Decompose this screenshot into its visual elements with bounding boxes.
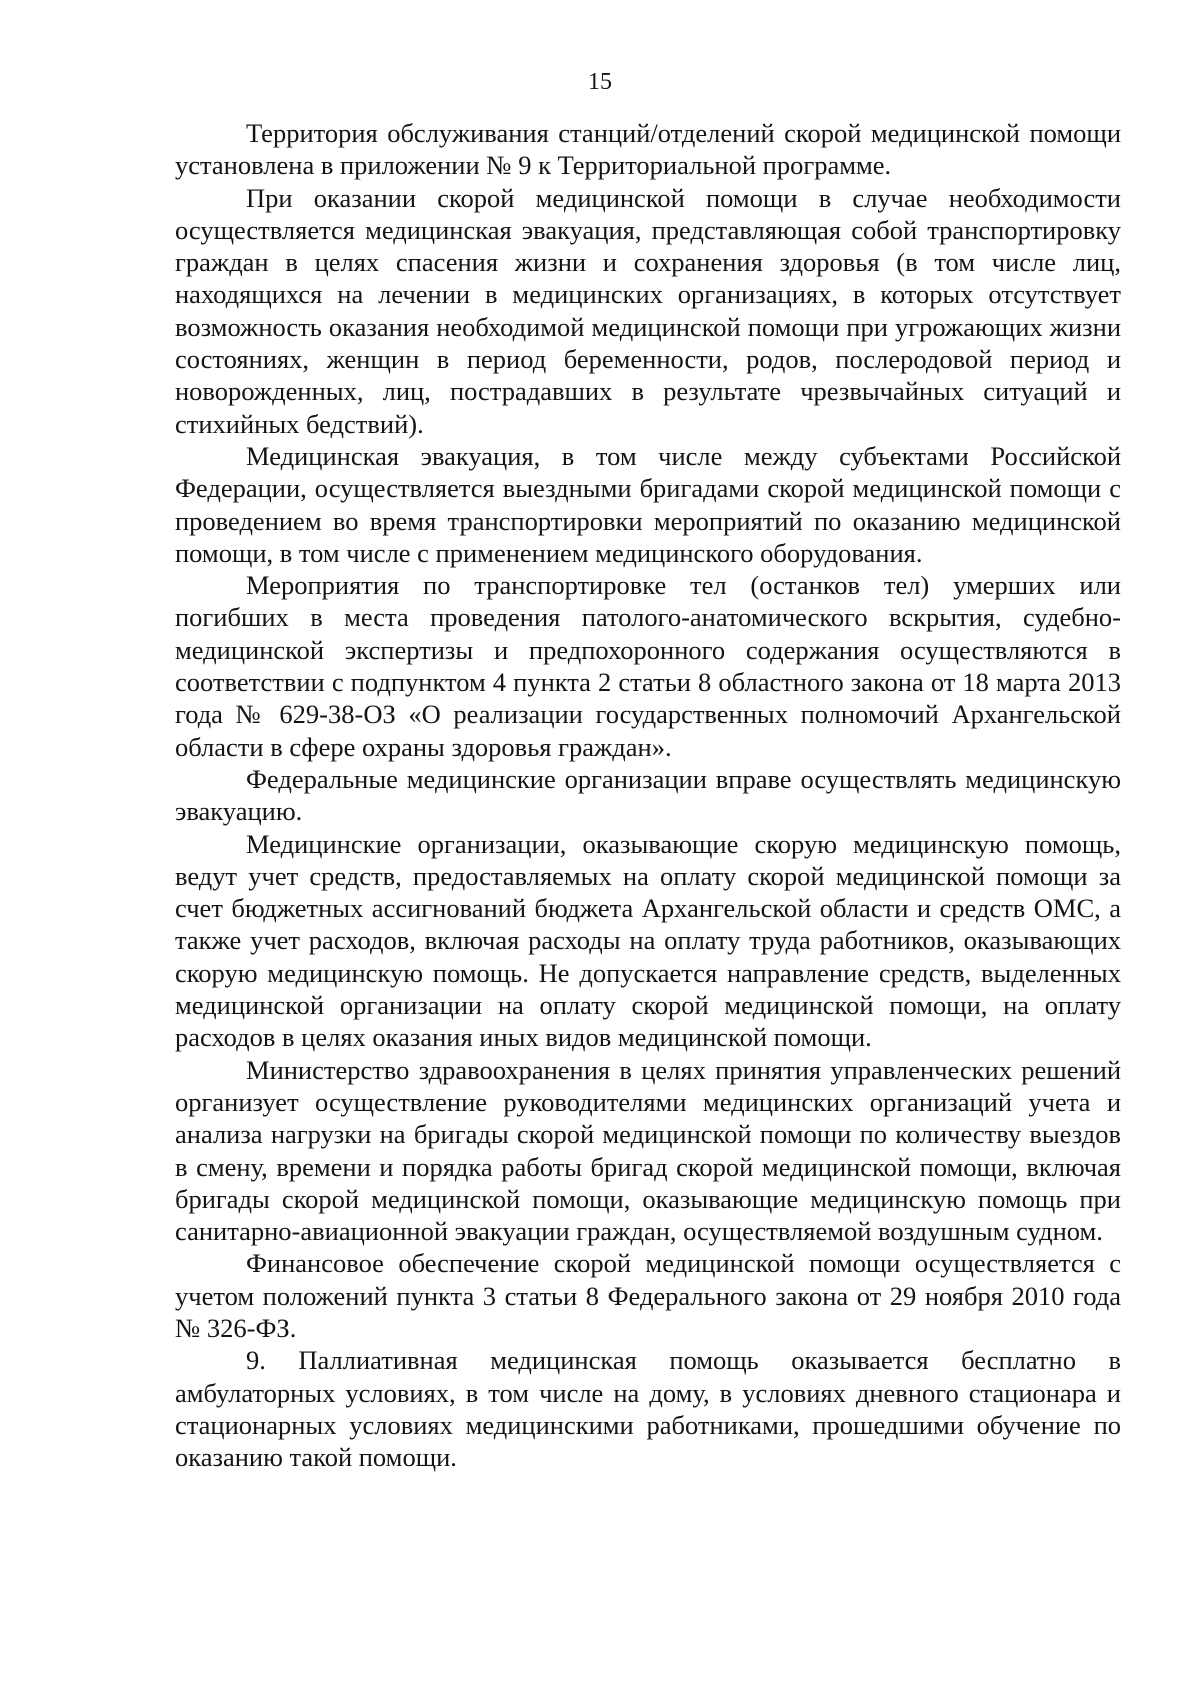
paragraph-federal-organizations: Федеральные медицинские организации вправе осуществлять медицинскую эвакуацию. <box>175 763 1121 827</box>
paragraph-palliative-care: 9. Паллиативная медицинская помощь оказывается бесплатно в амбулаторных условиях, в том числе на дому, в условиях дневного стационара и стационарных условиях медицинскими работниками, прошедшими обучение по оказанию такой помощи. <box>175 1345 1121 1473</box>
document-body <box>175 117 1121 1473</box>
paragraph-funds-accounting: Медицинские организации, оказывающие скорую медицинскую помощь, ведут учет средств, предоставляемых на оплату скорой медицинской помощи за счет бюджетных ассигнований бюджета Архангельской области и средств ОМС, а также учет расходов, включая расходы на оплату труда работников, оказывающих скорую медицинскую помощь. Не допускается направление средств, выделенных медицинской организации на оплату скорой медицинской помощи, на оплату расходов в целях оказания иных видов медицинской помощи. <box>175 828 1121 1053</box>
paragraph-service-territory: Территория обслуживания станций/отделений скорой медицинской помощи установлена в приложении № 9 к Территориальной программе. <box>175 118 1121 181</box>
paragraph-medical-evacuation: При оказании скорой медицинской помощи в случае необходимости осуществляется медицинская эвакуация, представляющая собой транспортировку граждан в целях спасения жизни и сохранения здоровья (в том числе лиц, находящихся на лечении в медицинских организациях, в которых отсутствует возможность оказания необходимой медицинской помощи при угрожающих жизни состояниях, женщин в период беременности, родов, послеродовой период и новорожденных, лиц, пострадавших в результате чрезвычайных ситуаций и стихийных бедствий). <box>175 182 1121 439</box>
paragraph-interregional-evacuation: Медицинская эвакуация, в том числе между субъектами Российской Федерации, осуществляется выездными бригадами скорой медицинской помощи с проведением во время транспортировки мероприятий по оказанию медицинской помощи, в том числе с применением медицинского оборудования. <box>175 440 1121 568</box>
paragraph-body-transport: Мероприятия по транспортировке тел (останков тел) умерших или погибших в места проведения патолого-анатомического вскрытия, судебно-медицинской экспертизы и предпохоронного содержания осуществляются в соответствии с подпунктом 4 пункта 2 статьи 8 областного закона от 18 марта 2013 года № 629-38-ОЗ «О реализации государственных полномочий Архангельской области в сфере охраны здоровья граждан». <box>175 570 1121 762</box>
page-number: 15 <box>588 69 612 95</box>
paragraph-ministry-analysis: Министерство здравоохранения в целях принятия управленческих решений организует осуществление руководителями медицинских организаций учета и анализа нагрузки на бригады скорой медицинской помощи по количеству выездов в смену, времени и порядка работы бригад скорой медицинской помощи, включая бригады скорой медицинской помощи, оказывающие медицинскую помощь при санитарно-авиационной эвакуации граждан, осуществляемой воздушным судном. <box>175 1054 1121 1247</box>
paragraph-financing: Финансовое обеспечение скорой медицинской помощи осуществляется с учетом положений пункта 3 статьи 8 Федерального закона от 29 ноября 2010 года № 326-ФЗ. <box>175 1248 1121 1343</box>
